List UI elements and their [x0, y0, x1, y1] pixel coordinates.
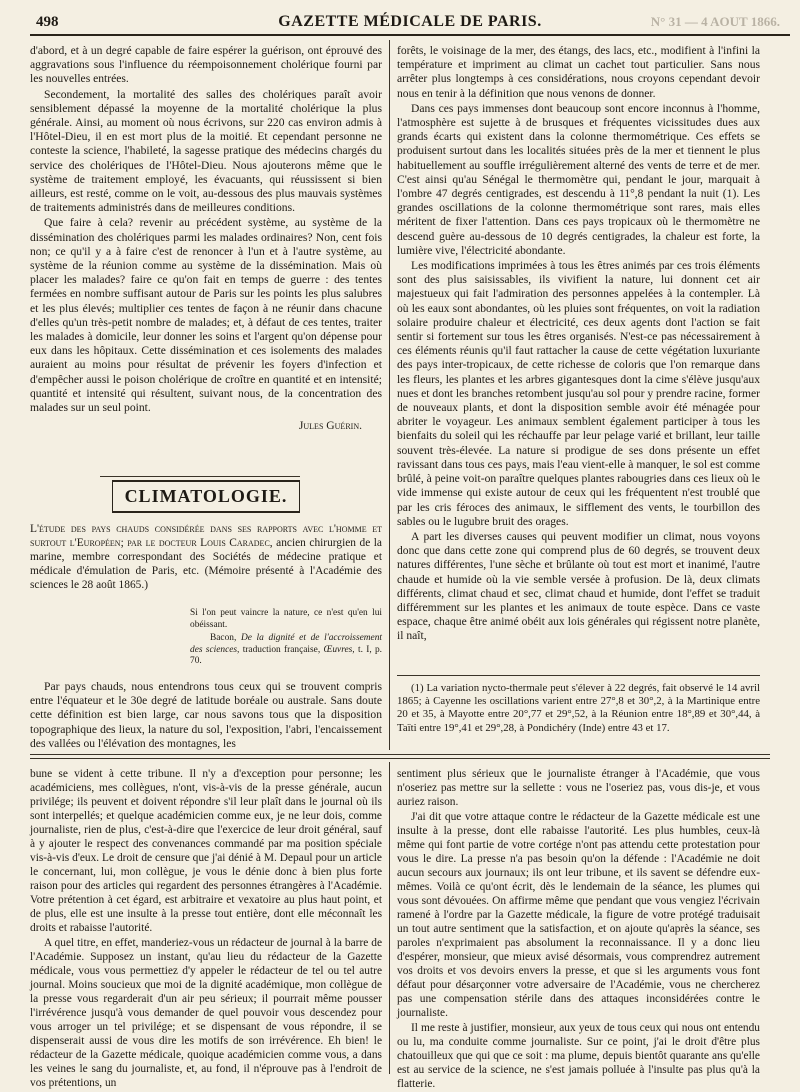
paragraph: Dans ces pays immenses dont beaucoup sont encore inconnus à l'homme, l'atmosphère est sujette à de brusques et fréquentes vicissitudes dues aux grands écarts qui existent dans la colonne thermométrique. Ces effets se produisent surtout dans les localités situées près de la mer et tiennent le plus habituellement au souffle irrégulièrement alterné des vents de terre et de mer. C'est ainsi qu'au Sénégal le thermomètre qui, pendant le jour, marquait à l'ombre 47 degrés centigrades, est descendu à 11°,8 pendant la nuit (1). Les grandes oscillations de la colonne thermométrique sont rares, mais elles méritent de fixer l'attention. Dans ces pays tropicaux où le thermomètre ne descend guère au-dessous de 10 degrés centigrades, la chaleur est forte, la lumière vive, l'électricité abondante.: [397, 101, 760, 257]
paragraph: sentiment plus sérieux que le journaliste étranger à l'Académie, que vous n'oseriez pas mettre sur la sellette : vous ne l'oseriez pas, vous dis-je, et vous auriez raison.: [397, 768, 760, 808]
paragraph: Que faire à cela? revenir au précédent système, au système de la dissémination des cholériques parmi les malades ordinaires? Non, cent fois non; ce qu'il y a à faire c'est de renoncer à l'un et à l'autre système, au système de la réunion comme au système de la dissémination. Mais où placer les malades? faire ce qu'on fait en temps de guerre : des tentes fermées en nombre suffisant autour de Paris sur les points les plus salubres et les plus élevés; multiplier ces tentes de façon à ne réunir dans chacune d'elles qu'un très-petit nombre de malades; et, à défaut de ces tentes, traiter les malades à domicile, leur donner les soins et l'argent qu'on dépense pour eux dans les hôpitaux. Cette dissémination et ces isolements des malades auraient au moins pour résultat de prévenir les foyers d'infection et d'empêcher aussi le poison cholérique de croître en quantité et en intensité; quantité et intensité qui résultent, suivant nous, de la concentration des malades sur un seul point.: [30, 216, 382, 415]
paragraph: Les modifications imprimées à tous les êtres animés par ces trois éléments sont des plus saisissables, ils vivifient la nature, lui donnent cet air majestueux qui fait l'admiration des personnes appelées à la contempler. Là où les eaux sont abondantes, où les pluies sont fréquentes, on voit la radiation solaire produire chaleur et électricité, ces deux agents dont l'action se fait sentir si fortement sur tous les êtres organisés. N'est-ce pas nécessairement à ces éléments réunis qu'il faut rattacher la cause de cette végétation luxuriante des pays inter-tropicaux, de cette richesse de coloris que l'on remarque dans les fleurs, les plantes et les arbres gigantesques dont la cime s'élève jusqu'aux nues et dont les branches retombent jusqu'au sol pour y prendre racine, former de nouveaux plants, et dont la disposition semble avoir été ménagée pour abriter le voyageur. Les animaux semblent également participer à tous les bienfaits du soleil qui les réchauffe par leur pelage varié et brillant, leur taille souvent très-élevée. La nature si prodigue de ses dons présente un effet ravissant dans tous ces pays, mais l'eau vient-elle à manquer, le sol est comme brûlé, à peine voit-on paraître quelques plantes rabougries dans ces lieux où le vide immense qui existe autour de ceux qui les fréquentent n'est troublé que par les cris féroces des animaux, le sifflement des vents, le tourbillon des sables ou le lugubre bruit des orages.: [397, 259, 760, 528]
footnote-text: (1) La variation nycto-thermale peut s'élever à 22 degrés, fait observé le 14 avril 1865; à Cayenne les oscillations varient entre 27°,8 et 30°,2, à la Martinique entre 20 et 35, à Mayotte entre 20°,77 et 29°,52, à la Réunion entre 18°,89 et 30°,44, à Taïti entre 19°,41 et 29°,28, à Pondichéry (Inde) entre 43 et 17.: [397, 682, 760, 734]
paragraph: J'ai dit que votre attaque contre le rédacteur de la Gazette médicale est une insulte à la presse, dont elle rabaisse l'autorité. Les plus humbles, ceux-là même qui font partie de votre cortége n'ont pas attendu cette protestation pour vous le dire. La presse n'a pas besoin qu'on la défende : l'Académie ne doit aucun secours aux journaux; ils ont leur tribune, et ils savent se défendre eux-mêmes. Voilà ce qu'ont écrit, dès le lendemain de la séance, les plumes qui vous sont dévouées. On affirme même que pendant que vous vengiez l'écrivain ramené à l'ordre par la Gazette médicale, la figure de votre protégé traduisait un tout autre sentiment que la satisfaction, et on ajoute qu'après la séance, ses paroles n'exprimaient pas absolument la reconnaissance. Il y a donc lieu d'espérer, monsieur, que mieux avisé désormais, vous comprendrez autrement vos droits et vos devoirs envers la presse, et que si les arguments vous font défaut pour désarçonner votre adversaire de l'Académie, vous ne chercherez pas une compensation stérile dans des attaques inconsidérées contre le journaliste.: [397, 811, 760, 1019]
paragraph: Il me reste à justifier, monsieur, aux yeux de tous ceux qui nous ont entendu ou lu, ma conduite comme journaliste. Sur ce point, j'ai le droit d'être plus chatouilleux que qui que ce soit : ma plume, depuis bientôt quarante ans qu'elle est au service de la science, ne s'est jamais polluée à l'insulte pas plus qu'à la flatterie.: [397, 1022, 760, 1090]
paragraph: Par pays chauds, nous entendrons tous ceux qui se trouvent compris entre l'équateur et le 30e degré de latitude boréale ou australe. Sans doute cette définition est bien large, car nous savons tous que la disposition topographique des lieux, la nature du sol, l'exposition, l'abri, l'encaissement des vallées ou l'élévation des montagnes, les: [30, 680, 382, 750]
journal-title: GAZETTE MÉDICALE DE PARIS.: [278, 13, 542, 30]
epigraph-work: De la dignité et de l'accroissement des sciences,: [190, 633, 382, 655]
bottom-right-column: [397, 767, 760, 1092]
epigraph-works: Œuvres,: [323, 644, 355, 655]
article-title: [30, 522, 382, 592]
paragraph: forêts, le voisinage de la mer, des étangs, des lacs, etc., modifient à l'infini la température et impriment au climat un cachet tout particulier. Sans nous arrêter plus longtemps à ces considérations, nous croyons cependant devoir nous en tenir à la définition que nous venons de donner.: [397, 44, 760, 100]
bottom-left-column: [30, 767, 382, 1091]
section-rule: [100, 476, 300, 477]
section-heading: [30, 480, 382, 513]
article-author: par le docteur Louis Caradec,: [127, 537, 273, 549]
column-divider: [389, 40, 390, 750]
paragraph: Secondement, la mortalité des salles des cholériques paraît avoir sensiblement dépassé la moyenne de la mortalité cholérique la plus générale. Ainsi, au moment où nous écrivons, sur 220 cas environ admis à l'Hôtel-Dieu, il en est mort plus de la moitié. Et cependant personne ne conteste la science, l'habileté, la sagesse pratique des médecins chargés du service des cholériques de l'Hôtel-Dieu. Nous ajouterons même que le système de traitement employé, les évacuants, qui réussissent si bien ailleurs, est resté, comme on le voit, au-dessous des plus mauvais systèmes de traitements administrés dans de meilleures conditions.: [30, 87, 382, 215]
epigraph-author: Bacon,: [210, 633, 237, 643]
paragraph: A part les diverses causes qui peuvent modifier un climat, nous voyons donc que dans cette zone qui comprend plus de 60 degrés, se trouvent deux natures différentes, l'une sèche et brûlante où tout est mort et inanimé, l'autre chaude et humide où la vie semble versée à profusion. De là, deux climats différents, climat chaud et sec, climat chaud et humide, dont l'effet se traduit différemment sur les plantes et les animaux de toute espèce. Dans ce vaste espace, chaque être animé obéit aux lois générales qui régissent notre planète, il naît,: [397, 529, 760, 643]
paragraph: A quel titre, en effet, manderiez-vous un rédacteur de journal à la barre de l'Académie. Supposez un instant, qu'au lieu du rédacteur de la Gazette médicale, vous vous permettiez d'y appeler le rédacteur de tel ou tel autre journal. Moins soucieux que moi de la dignité académique, mon collègue de la presse vous regarderait d'un air peu sérieux; il pourrait même pousser l'irrévérence jusqu'à vous demander de quel pouvoir vous descendez pour vous arroger un tel privilége; et se dispensant de vous répondre, il se dispenserait aussi de vous dire les motifs de son irrévérence. Eh bien! le rédacteur de la Gazette médicale, quoique académicien comme vous, a dans les veines le sang du journaliste, et, au fond, il n'éprouve pas à l'endroit de vos prétentions, un: [30, 937, 382, 1089]
column-divider: [389, 762, 390, 1074]
footnote: [397, 682, 760, 735]
epigraph-source: [190, 633, 382, 668]
page-number: 498: [36, 14, 59, 30]
article-title-rest: ancien chirurgien de la marine, membre correspondant des Sociétés de médecine pratique et médicale d'émulation de Paris, etc. (Mémoire présenté à l'Académie des sciences le 28 août 1865.): [30, 537, 382, 591]
paragraph: bune se vident à cette tribune. Il n'y a d'exception pour personne; les académiciens, mes collègues, n'ont, vis-à-vis de la presse générale, aucun privilége; ils peuvent et doivent répondre s'il leur plaît dans le journal où ils sont interpellés; et quelque académicien comme eux, je ne leur dois, comme journaliste, rien de plus, c'est-à-dire que l'exercice de leur droit général, sauf à y ajouter le respect des convenances commandé par ma position spéciale vis-à-vis d'eux. Le droit de censure que j'ai dénié à M. Depaul pour un article le concernant, lui, mon collègue, je vous le dénie donc à bien plus forte raison pour des articles qui regardent des personnes étrangères à l'Académie. Votre prétention à cet égard, est arbitraire et vexatoire au plus haut point, et de plus, elle est une insulte à la presse tout entière, dont elle méconnaît les droits et rabaisse l'autorité.: [30, 768, 382, 934]
epigraph-quote: Si l'on peut vaincre la nature, ce n'est qu'en lui obéissant.: [190, 608, 382, 630]
author-signature: Jules Guérin.: [298, 419, 362, 433]
footnote-rule: [397, 675, 760, 676]
epigraph-rest: traduction française,: [242, 644, 321, 655]
paragraph: d'abord, et à un degré capable de faire espérer la guérison, ont éprouvé des aggravations sous l'influence du réempoisonnement cholérique fourni par les nouvelles entrées.: [30, 44, 382, 86]
epigraph: [190, 608, 382, 670]
left-column: [30, 44, 382, 433]
section-separator: [30, 754, 770, 759]
epigraph-ref: t. I, p. 70.: [190, 644, 383, 666]
section-title: CLIMATOLOGIE.: [112, 480, 301, 513]
right-column: [397, 44, 760, 645]
article-intro: [30, 680, 382, 751]
page-header: [30, 8, 790, 36]
issue-info: N° 31 — 4 AOUT 1866.: [650, 14, 780, 29]
article-title-lead: L'étude des pays chauds considérée dans ses rapports avec l'homme et surtout l'Européen;: [30, 523, 382, 549]
